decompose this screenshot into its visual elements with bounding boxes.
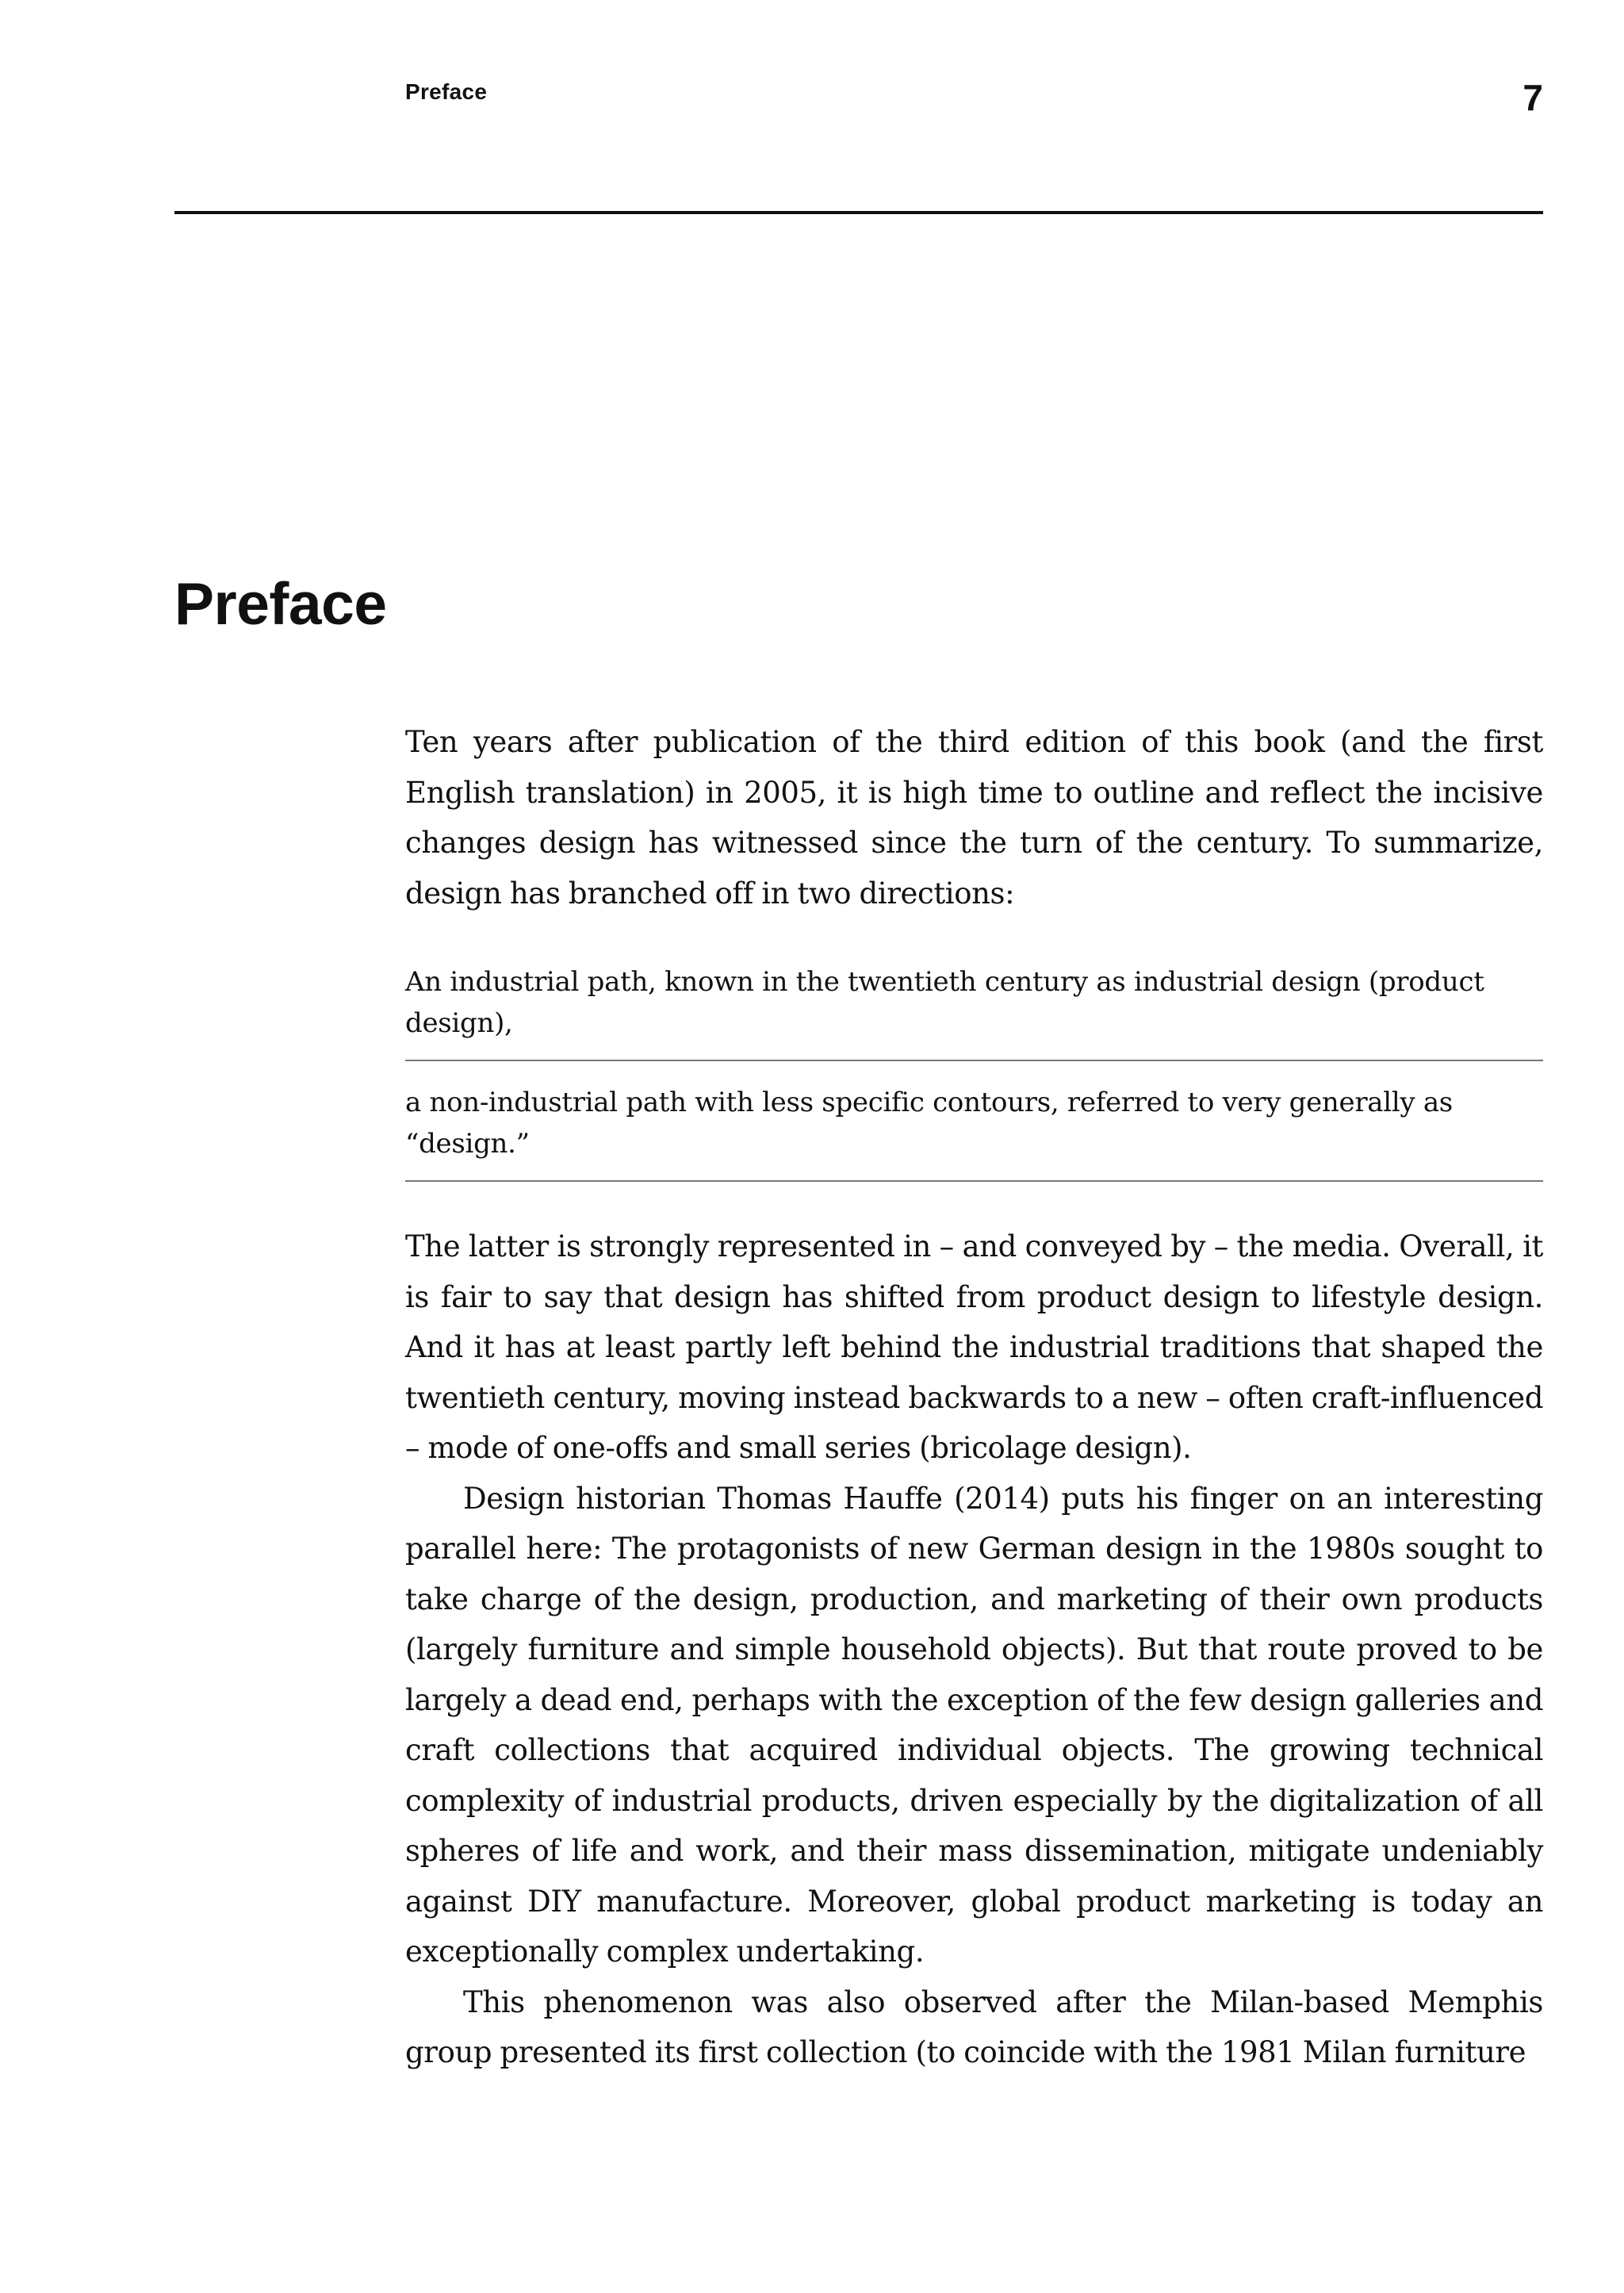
body-paragraph-1: The latter is strongly represented in – and conveyed by – the media. Overall, it is fair to say that design has shifted from product design to lifestyle design. And it has at least partly left behind the industrial traditions that shaped the twentieth century, moving instead backwards to a new – often craft-influenced – mode of one-offs and small series (bricolage design). bbox=[405, 1229, 1543, 1465]
intro-paragraph: Ten years after publication of the third edition of this book (and the first English translation) in 2005, it is high time to outline and reflect the incisive changes design has witnessed since the turn of the century. To summarize, design has branched off in two directions: bbox=[405, 725, 1543, 911]
intro-section bbox=[405, 717, 1543, 918]
list-item-industrial-path: An industrial path, known in the twentieth century as industrial design (product design), bbox=[405, 961, 1543, 1061]
page-number: 7 bbox=[1522, 77, 1543, 118]
directions-list bbox=[405, 961, 1543, 1202]
header-divider bbox=[174, 211, 1543, 214]
chapter-title: Preface bbox=[174, 570, 387, 637]
list-item-non-industrial-path: a non-industrial path with less specific contours, referred to very generally as “design.” bbox=[405, 1082, 1543, 1182]
body-paragraph-3: This phenomenon was also observed after the Milan-based Memphis group presented its first collection (to coincide with the 1981 Milan furniture bbox=[405, 1984, 1543, 2069]
running-head: Preface bbox=[405, 79, 488, 104]
body-paragraph-2: Design historian Thomas Hauffe (2014) puts his finger on an interesting parallel here: The protagonists of new German design in the 1980s sought to take charge of the design, production, and marketing of their own products (largely furniture and simple household objects). But that route proved to be largely a dead end, perhaps with the exception of the few design galleries and craft collections that acquired individual objects. The growing technical complexity of industrial products, driven especially by the digitalization of all spheres of life and work, and their mass dissemination, mitigate undeniably against DIY manufacture. Moreover, global product marketing is today an exceptionally complex undertaking. bbox=[405, 1481, 1543, 1969]
main-body bbox=[405, 1221, 1543, 2078]
